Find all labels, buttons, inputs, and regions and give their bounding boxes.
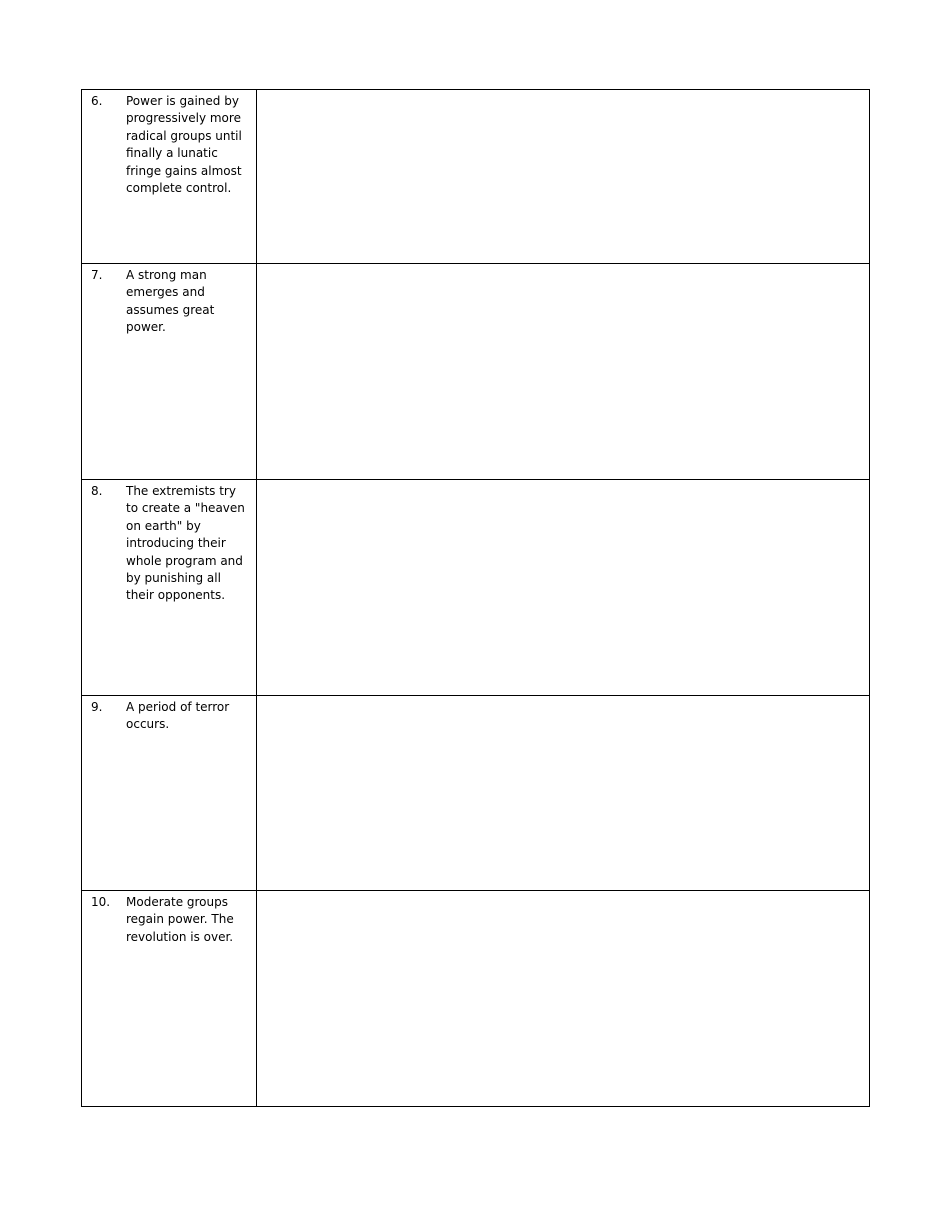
table-row xyxy=(82,90,870,264)
stage-number: 8. xyxy=(91,484,103,498)
stage-cell xyxy=(82,90,257,264)
stage-description: Moderate groups regain power. The revolution is over. xyxy=(126,895,234,944)
response-area[interactable] xyxy=(257,90,870,264)
stage-cell xyxy=(82,480,257,696)
stage-number: 7. xyxy=(91,268,103,282)
stage-description: The extremists try to create a "heaven on earth" by introducing their whole program and by punishing all their opponents. xyxy=(126,484,245,603)
stage-cell xyxy=(82,891,257,1107)
stage-description: A strong man emerges and assumes great power. xyxy=(126,268,215,335)
stage-number: 6. xyxy=(91,94,103,108)
table-row xyxy=(82,264,870,480)
stage-description: Power is gained by progressively more radical groups until finally a lunatic fringe gains almost complete control. xyxy=(126,94,242,196)
stage-description: A period of terror occurs. xyxy=(126,700,230,732)
revolution-stages-table xyxy=(81,89,870,1107)
table-row xyxy=(82,696,870,891)
table-row xyxy=(82,891,870,1107)
stage-number: 9. xyxy=(91,700,103,714)
response-area[interactable] xyxy=(257,891,870,1107)
table-row xyxy=(82,480,870,696)
stage-number: 10. xyxy=(91,895,111,909)
stage-cell xyxy=(82,696,257,891)
response-area[interactable] xyxy=(257,480,870,696)
stage-cell xyxy=(82,264,257,480)
response-area[interactable] xyxy=(257,696,870,891)
response-area[interactable] xyxy=(257,264,870,480)
